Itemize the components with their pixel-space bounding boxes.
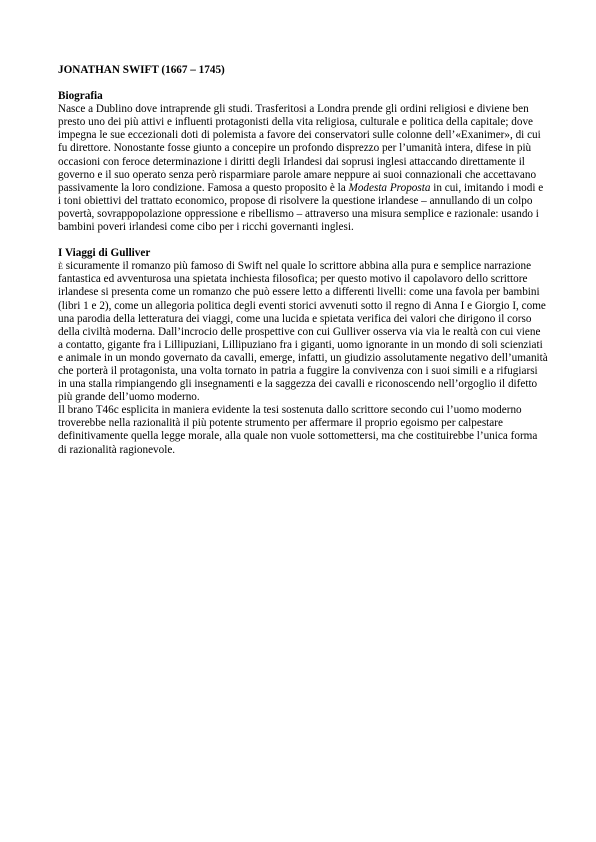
modesta-proposta-title: Modesta Proposta	[348, 181, 431, 194]
biography-section	[58, 90, 548, 234]
biography-text-start: Nasce a Dublino dove intraprende gli studi. Trasferitosi a Londra prende gli ordini religiosi e diviene ben presto uno dei più attivi e influenti protagonisti della vita religiosa, culturale e politica della capitale; dove impegna le sue eccezionali doti di polemista a favore dei conservatori sulle colonne dell’«Exanimer», di cui fu direttore. Nonostante fosse giunto a concepire un profondo disprezzo per l’umanità intera, difese in più occasioni con feroce determinazione i diritti degli Irlandesi dai soprusi inglesi attaccando direttamente il governo e il suo operato senza però risparmiare parole amare neppure ai suoi connazionali che accettavano passivamente la loro condizione. Famosa a questo proposito è la	[58, 103, 541, 194]
gulliver-first-letter: È	[58, 262, 63, 272]
biography-text-end: in cui, imitando i modi e i toni obiettivi del trattato economico, propose di risolvere la questione irlandese – annullando di un colpo povertà, sovrappopolazione oppressione e ribellismo – attraverso una misura semplice e razionale: usando i bambini poveri irlandesi come cibo per i ricchi governanti inglesi.	[58, 181, 544, 234]
document-page	[58, 64, 548, 457]
biography-heading: Biografia	[58, 90, 103, 103]
gulliver-paragraph-1-text: sicuramente il romanzo più famoso di Swift nel quale lo scrittore abbina alla pura e semplice narrazione fantastica ed avventurosa una spietata inchiesta filosofica; per questo motivo il capolavoro dello scrittore irlandese si presenta come un romanzo che può essere letto a differenti livelli: come una favola per bambini (libri 1 e 2), come un allegoria politica degli eventi storici avvenuti sotto il regno di Anna I e Giorgio I, come una parodia della letteratura dei viaggi, come una lucida e spietata verifica dei valori che dirigono il corso della civiltà moderna. Dall’incrocio delle prospettive con cui Gulliver osserva via via le realtà con cui viene a contatto, gigante fra i Lillipuziani, Lillipuziano fra i giganti, uomo ignorante in un mondo di soli scienziati e animale in un mondo governato da cavalli, emerge, infatti, un giudizio assolutamente negativo dell’umanità che porterà il protagonista, una volta tornato in patria a fuggire la convivenza con i suoi simili e a rifugiarsi in una stalla rimpiangendo gli insegnamenti e la saggezza dei cavalli e riconoscendo nell’orgoglio il difetto più grande dell’uomo moderno.	[58, 260, 548, 404]
gulliver-paragraph-2: Il brano T46c esplicita in maniera evidente la tesi sostenuta dallo scrittore secondo cui l’uomo moderno troverebbe nella razionalità il più potente strumento per affermare il proprio egoismo per calpestare definitivamente quella legge morale, alla quale non vuole sottomettersi, ma che costituirebbe l’unica forma di razionalità ragionevole.	[58, 404, 538, 456]
gulliver-section	[58, 247, 548, 457]
gulliver-paragraph-1	[58, 260, 548, 404]
section-spacer	[58, 234, 548, 247]
biography-paragraph	[58, 103, 548, 234]
document-title: JONATHAN SWIFT (1667 – 1745)	[58, 64, 225, 76]
gulliver-heading: I Viaggi di Gulliver	[58, 247, 151, 260]
